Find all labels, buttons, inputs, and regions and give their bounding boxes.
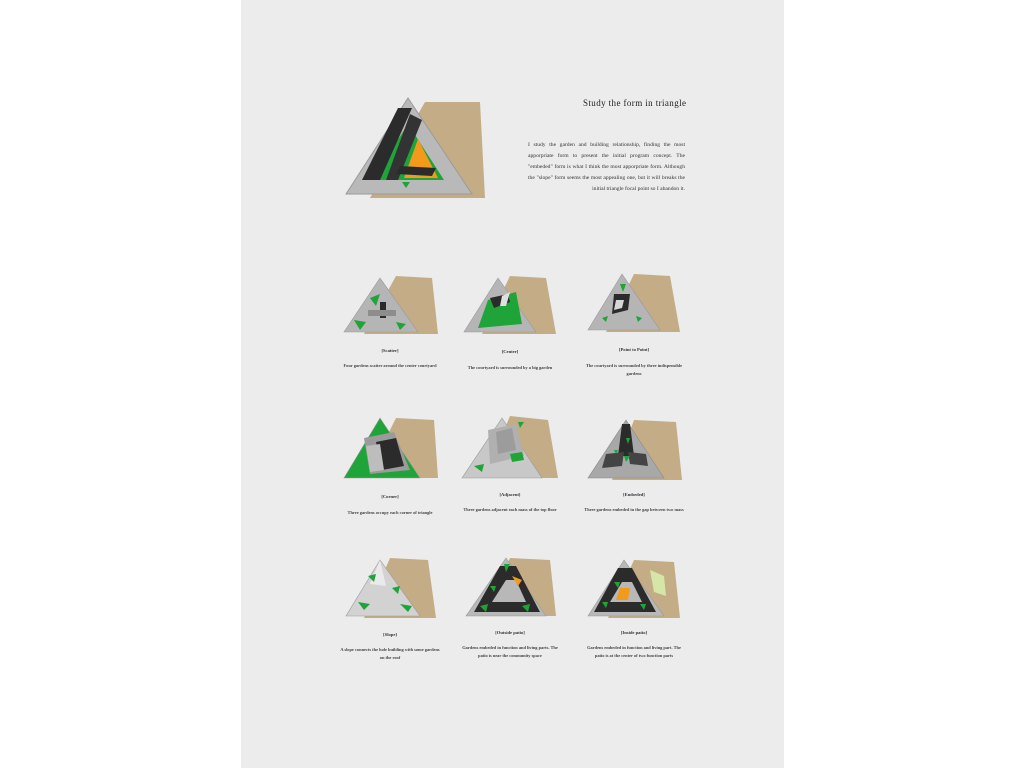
study-label: [Embeded]: [623, 492, 645, 497]
study-label: [Center]: [501, 349, 519, 354]
scatter-model-image: [340, 272, 440, 338]
study-center: [460, 272, 560, 370]
study-label: [Point to Point]: [618, 347, 650, 352]
study-corner: [340, 416, 440, 515]
study-slope: [340, 556, 440, 660]
study-description: Three gardens adjacent each mass of the top floor: [463, 507, 557, 512]
study-label: [Scatter]: [381, 348, 399, 353]
study-description: A slope connects the hole building with some gardens on the roof: [340, 647, 440, 660]
study-description: Three gardens embeded in the gap between two mass: [584, 507, 684, 512]
outside-patio-model-image: [460, 554, 560, 620]
page-title: Study the form in triangle: [583, 98, 687, 108]
inside-patio-model-image: [584, 556, 684, 622]
study-description: Three gardens occupy each corner of triangle: [347, 510, 433, 515]
study-point-to-point: [584, 270, 684, 376]
point-to-point-model-image: [584, 270, 684, 336]
corner-model-image: [340, 416, 440, 482]
study-inside-patio: [584, 556, 684, 658]
study-embeded: [584, 416, 684, 512]
study-description: The courtyard is surrounded by a big garden: [467, 365, 553, 370]
study-adjacent: [460, 414, 560, 512]
study-label: [Inside patio]: [620, 630, 648, 635]
study-label: [Slope]: [383, 632, 397, 637]
study-label: [Corner]: [381, 494, 399, 499]
study-description: Gardens embeded in function and living part. The patio is at the center of two function parts: [587, 645, 681, 658]
study-scatter: [340, 272, 440, 368]
center-model-image: [460, 272, 560, 338]
study-description: The courtyard is surrounded by three indispensible gardens: [585, 363, 683, 376]
study-description: Gardens embeded in function and living parts. The patio is near the community space: [462, 645, 558, 658]
slope-model-image: [340, 556, 440, 622]
study-outside-patio: [460, 554, 560, 658]
adjacent-model-image: [460, 414, 560, 480]
study-label: [Adjacent]: [499, 492, 521, 497]
hero-triangle-model-image: [340, 94, 488, 202]
study-label: [Outside patio]: [495, 630, 525, 635]
embeded-model-image: [584, 416, 684, 482]
study-description: Four gardens scatter around the center courtyard: [343, 363, 437, 368]
intro-paragraph: I study the garden and building relationship, finding the most apporpriate form to present the initial program concept. The "embeded" form is what I think the most apporpriate form. Although the "slope" form seems the most appealing one, but it will breaks the initial triangle focal point so I abandon it.: [528, 142, 685, 192]
